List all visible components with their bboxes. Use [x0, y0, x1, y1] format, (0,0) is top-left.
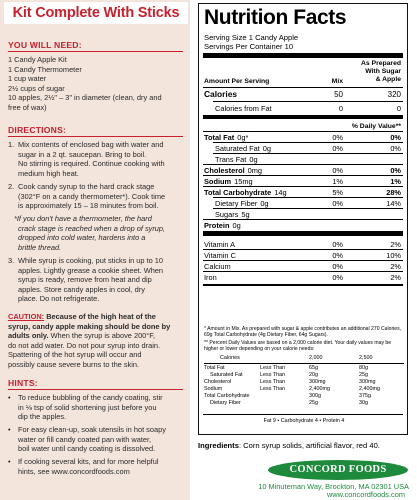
divider	[213, 153, 403, 154]
company-website: www.concordfoods.com	[326, 490, 405, 499]
caution-text: possibly cause severe burns to the skin.	[8, 360, 140, 369]
nutrient-prepared-dv: 0%	[390, 144, 401, 153]
bullet-icon: •	[8, 457, 11, 466]
vitamin-prepared-dv: 2%	[390, 240, 401, 249]
nutrient-amount: 0g	[232, 221, 241, 230]
nutrient-mix-dv: 0%	[332, 199, 343, 208]
nutrient-label	[215, 199, 269, 208]
dv-table-cell: Saturated Fat	[210, 372, 243, 378]
nutrient-amount: 15mg	[234, 177, 253, 186]
calories-fat-label: Calories from Fat	[215, 104, 272, 113]
nutrient-label	[215, 210, 250, 219]
step-line: is approximately 15 – 18 minutes from boil.	[18, 201, 159, 211]
step-line: (302°F on a candy thermometer*). Cook time	[18, 191, 166, 201]
nutrient-mix-dv: 0%	[332, 133, 343, 142]
daily-value-head: % Daily Value**	[351, 123, 401, 130]
thermometer-note: brittle thread.	[18, 242, 62, 252]
nutrient-amount: 0g*	[237, 133, 249, 142]
ingredients-label: Ingredients	[198, 441, 239, 450]
divider	[203, 87, 403, 88]
step-line: apples. Store candy apples in cool, dry	[18, 284, 145, 294]
kit-title: Kit Complete With Sticks	[4, 2, 188, 24]
step-line: sugar in a 2 qt. saucepan. Bring to boil.	[18, 149, 147, 159]
hints-heading: HINTS:	[8, 378, 38, 388]
nutrient-mix-dv: 1%	[332, 177, 343, 186]
dv-table-cell: Less Than	[260, 379, 286, 385]
divider	[203, 131, 403, 132]
nutrient-name: Protein	[204, 221, 230, 230]
dv-table-header: 2,000	[309, 355, 323, 361]
divider	[213, 142, 403, 143]
nutrient-prepared-dv: 1%	[390, 177, 401, 186]
step-line: Mix contents of enclosed bag with water and	[18, 140, 164, 149]
nutrient-prepared-dv: 0%	[390, 166, 401, 175]
vitamin-prepared-dv: 10%	[386, 251, 401, 260]
nutrient-mix-dv: 0%	[332, 166, 343, 175]
vitamin-label: Vitamin C	[204, 251, 236, 260]
divider	[203, 231, 403, 236]
nutrient-amount: 14g	[274, 188, 287, 197]
vitamin-label: Iron	[204, 273, 217, 282]
ingredient-item: 1 Candy Thermometer	[8, 64, 82, 74]
vitamin-prepared-dv: 2%	[390, 273, 401, 282]
nutrient-label	[204, 166, 262, 175]
dv-table-cell: Sodium	[204, 386, 223, 392]
nutrient-prepared-dv: 28%	[386, 188, 401, 197]
you-will-need-heading: YOU WILL NEED:	[8, 40, 82, 50]
divider	[203, 164, 403, 165]
hint-line: boil water until candy coating is dissolved.	[18, 444, 156, 454]
hint-line: To reduce bubbling of the candy coating, stir	[18, 393, 163, 402]
nutrient-name: Sugars	[215, 210, 239, 219]
nutrient-amount: 0g	[262, 144, 272, 153]
nutrient-label	[204, 188, 287, 197]
divider	[203, 219, 403, 220]
bullet-icon: •	[8, 425, 11, 434]
ingredient-item: 1 cup water	[8, 74, 47, 84]
vitamin-mix-dv: 0%	[332, 240, 343, 249]
dv-table-cell: Cholesterol	[204, 379, 232, 385]
divider	[203, 284, 403, 286]
dv-table-cell: Dietary Fiber	[210, 400, 241, 406]
caution-text: Spattering of the hot syrup will occur and	[8, 350, 142, 360]
dv-table-cell: Less Than	[260, 372, 286, 378]
calories-fat-mix: 0	[338, 104, 343, 113]
dv-table-cell: Total Carbohydrate	[204, 393, 250, 399]
concord-foods-logo	[268, 460, 408, 480]
col-prepared-head: With Sugar	[365, 68, 401, 75]
caution-bold: Because of the high heat of the	[44, 312, 156, 321]
divider	[203, 53, 403, 58]
recipe-panel	[0, 0, 190, 500]
dv-table-cell: Total Fat	[204, 365, 225, 371]
vitamin-mix-dv: 0%	[332, 251, 343, 260]
nutrient-mix-dv: 5%	[332, 188, 343, 197]
calories-prepared: 320	[387, 90, 401, 99]
daily-values-table	[204, 355, 404, 415]
caution-bold: syrup, candy apple making should be done by	[8, 321, 171, 331]
ingredient-item: 1 Candy Apple Kit	[8, 55, 67, 64]
dv-table-cell: 25g	[309, 400, 318, 406]
caution-bold: adults only.	[8, 331, 49, 341]
nutrient-amount: 5g	[241, 210, 250, 219]
footnote-daily-values: ** Percent Daily Values are based on a 2,000 calorie diet. Your daily values may be higher or lower depending on your calorie needs:	[204, 340, 392, 353]
hint-line: dip the apples.	[18, 412, 67, 422]
hint-line: in ⅛ tsp of solid shortening just before you	[18, 402, 157, 412]
nutrient-name: Saturated Fat	[215, 144, 260, 153]
nutrient-label	[215, 155, 258, 164]
dv-table-cell: 375g	[359, 393, 371, 399]
directions-heading: DIRECTIONS:	[8, 125, 67, 135]
divider	[203, 414, 403, 415]
calories-per-gram: Fat 9 • Carbohydrate 4 • Protein 4	[263, 418, 345, 424]
col-mix-head: Mix	[331, 78, 343, 85]
dv-table-cell: 300g	[309, 393, 321, 399]
col-prepared-head: & Apple	[375, 76, 401, 83]
nutrition-panel	[190, 0, 417, 500]
vitamin-mix-dv: 0%	[332, 262, 343, 271]
caution-line-1	[8, 312, 186, 322]
dv-table-cell: 80g	[359, 365, 368, 371]
step-line: While syrup is cooking, put sticks in up to 10	[18, 256, 164, 265]
dv-table-header: Calories	[220, 355, 240, 361]
step-line: syrup is ready, remove from heat and dip	[18, 275, 152, 285]
hint-line: water or fill candy coated pan with water,	[18, 434, 152, 444]
nutrition-facts-title: Nutrition Facts	[204, 6, 347, 29]
divider	[203, 175, 403, 176]
nutrient-label	[215, 144, 271, 153]
nutrient-amount: 0g	[260, 199, 269, 208]
nutrient-prepared-dv: 14%	[386, 199, 401, 208]
divider	[203, 249, 403, 250]
hint-line: If cooking several kits, and for more helpful	[18, 457, 159, 466]
ingredients-text: : Corn syrup solids, artificial flavor, red 40.	[238, 441, 380, 450]
thermometer-note: dropped into cold water, hardens into a	[18, 233, 146, 243]
dv-table-cell: 65g	[309, 365, 318, 371]
dv-table-cell: 300mg	[309, 379, 326, 385]
divider	[203, 115, 403, 119]
dv-table-cell: 30g	[359, 400, 368, 406]
step-number: 2.	[8, 182, 15, 191]
caution-label: CAUTION:	[8, 312, 45, 321]
vitamin-prepared-dv: 2%	[390, 262, 401, 271]
nutrient-label	[204, 133, 248, 142]
divider	[213, 197, 403, 198]
section-divider	[8, 136, 183, 137]
thermometer-note: crack stage is reached when a drop of syrup,	[18, 223, 166, 233]
step-line: place. Do not refrigerate.	[18, 294, 100, 304]
step-number: 3.	[8, 256, 15, 265]
caution-text: do not add water. Do not pour syrup into drain.	[8, 340, 161, 350]
ingredient-item: free of wax)	[8, 103, 47, 112]
nutrient-name: Dietary Fiber	[215, 199, 258, 208]
nutrient-prepared-dv: 0%	[390, 133, 401, 142]
calories-label: Calories	[204, 89, 238, 99]
calories-mix: 50	[334, 90, 343, 99]
dv-table-cell: 20g	[309, 372, 318, 378]
col-prepared-head: As Prepared	[360, 60, 401, 67]
ingredient-item: 2½ cups of sugar	[8, 83, 65, 93]
divider	[213, 101, 403, 102]
ingredients-statement	[198, 441, 413, 450]
section-divider	[8, 389, 183, 390]
dv-table-header: 2,500	[359, 355, 373, 361]
servings-per-container: Servings Per Container 10	[204, 42, 294, 51]
step-line: Cook candy syrup to the hard crack stage	[18, 182, 155, 191]
vitamin-mix-dv: 0%	[332, 273, 343, 282]
logo-text: CONCORD FOODS	[289, 464, 387, 475]
divider	[204, 363, 404, 364]
caution-text: When the syrup is above 200°F,	[48, 331, 155, 341]
divider	[203, 186, 403, 187]
step-line: medium high heat.	[18, 168, 79, 178]
divider	[203, 260, 403, 261]
thermometer-note: *If you don't have a thermometer, the hard	[14, 214, 152, 223]
step-number: 1.	[8, 140, 15, 149]
hint-line: hints, see www.concordfoods.com	[18, 466, 130, 476]
nutrient-name: Sodium	[204, 177, 232, 186]
nutrient-name: Trans Fat	[215, 155, 247, 164]
caution-line-3	[8, 331, 186, 341]
nutrient-name: Cholesterol	[204, 166, 245, 175]
dv-table-cell: 2,400mg	[309, 386, 330, 392]
dv-table-cell: 2,400mg	[359, 386, 380, 392]
dv-table-cell: 300mg	[359, 379, 376, 385]
section-divider	[8, 51, 183, 52]
divider	[203, 271, 403, 272]
calories-fat-prepared: 0	[396, 104, 401, 113]
nutrient-label	[204, 221, 241, 230]
nutrition-facts-label	[198, 3, 408, 435]
step-line: apples. Lightly grease a cookie sheet. When	[18, 265, 164, 275]
vitamin-label: Calcium	[204, 262, 231, 271]
divider	[213, 208, 403, 209]
dv-table-cell: 25g	[359, 372, 368, 378]
hint-line: For easy clean-up, soak utensils in hot soapy	[18, 425, 166, 434]
vitamin-label: Vitamin A	[204, 240, 236, 249]
company-address: 10 Minuteman Way, Brockton, MA 02301 USA	[258, 482, 409, 491]
dv-table-cell: Less Than	[260, 365, 286, 371]
nutrient-mix-dv: 0%	[332, 144, 343, 153]
amount-per-serving: Amount Per Serving	[204, 78, 270, 85]
nutrient-name: Total Carbohydrate	[204, 188, 272, 197]
nutrient-name: Total Fat	[204, 133, 235, 142]
nutrient-label	[204, 177, 253, 186]
footnote-amount: * Amount in Mix. As prepared with sugar & apple contributes an additional 270 Calories, 69g Total Carbohydrate (4g Dietary Fiber, 64g Sugars).	[204, 326, 402, 339]
step-line: No stirring is required. Continue cooking with	[18, 159, 165, 169]
nutrient-amount: 0mg	[247, 166, 263, 175]
dv-table-cell: Less Than	[260, 386, 286, 392]
bullet-icon: •	[8, 393, 11, 402]
nutrient-amount: 0g	[249, 155, 258, 164]
ingredient-item: 10 apples, 2½" – 3" in diameter (clean, dry and	[8, 93, 162, 103]
serving-size: Serving Size 1 Candy Apple	[204, 33, 299, 42]
